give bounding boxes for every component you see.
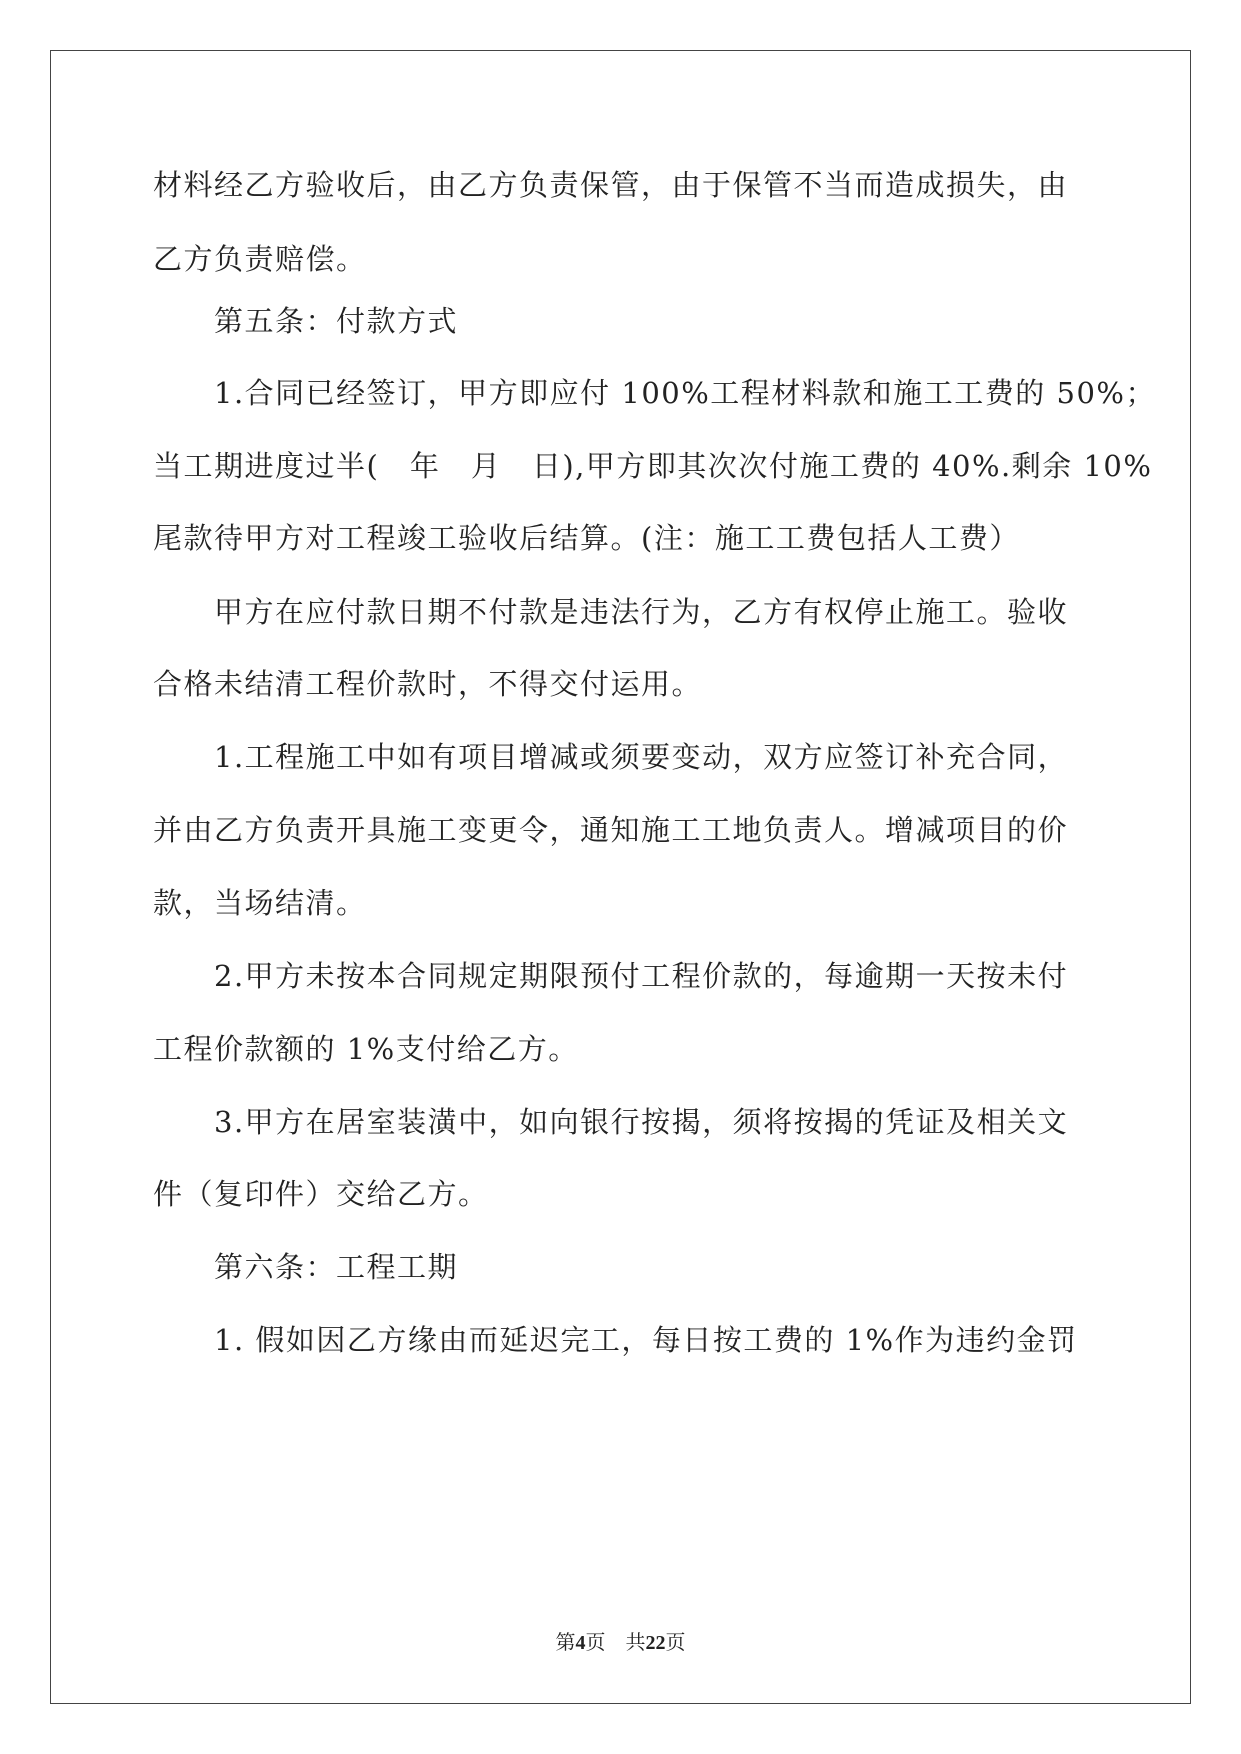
paragraph-line: 2.甲方未按本合同规定期限预付工程价款的，每逾期一天按未付 xyxy=(214,959,1069,993)
page-suffix: 页 xyxy=(585,1632,606,1654)
page-total: 22 xyxy=(645,1632,666,1654)
paragraph-line: 工程价款额的 1%支付给乙方。 xyxy=(153,1032,579,1066)
paragraph-line: 1. 假如因乙方缘由而延迟完工，每日按工费的 1%作为违约金罚 xyxy=(214,1323,1078,1357)
paragraph-line: 款，当场结清。 xyxy=(153,886,367,920)
page-current: 4 xyxy=(575,1632,586,1654)
paragraph-line: 甲方在应付款日期不付款是违法行为，乙方有权停止施工。验收 xyxy=(214,595,1069,629)
total-suffix: 页 xyxy=(665,1632,686,1654)
paragraph-line: 乙方负责赔偿。 xyxy=(153,242,367,276)
paragraph-line: 合格未结清工程价款时，不得交付运用。 xyxy=(153,667,703,701)
section-heading: 第五条：付款方式 xyxy=(214,304,459,338)
paragraph-line: 并由乙方负责开具施工变更令，通知施工工地负责人。增减项目的价 xyxy=(153,813,1069,847)
total-prefix: 共 xyxy=(625,1632,646,1654)
page-prefix: 第 xyxy=(555,1632,576,1654)
paragraph-line: 1.合同已经签订，甲方即应付 100%工程材料款和施工工费的 50%； xyxy=(214,376,1156,410)
paragraph-line: 材料经乙方验收后，由乙方负责保管，由于保管不当而造成损失，由 xyxy=(153,168,1069,202)
paragraph-line: 1.工程施工中如有项目增减或须要变动，双方应签订补充合同， xyxy=(214,740,1069,774)
page-number-footer xyxy=(0,1626,1241,1655)
paragraph-line: 尾款待甲方对工程竣工验收后结算。(注：施工工费包括人工费） xyxy=(153,521,1020,555)
paragraph-line: 当工期进度过半( 年 月 日),甲方即其次次付施工费的 40%.剩余 10% xyxy=(153,449,1153,483)
paragraph-line: 3.甲方在居室装潢中，如向银行按揭，须将按揭的凭证及相关文 xyxy=(214,1105,1069,1139)
page-border xyxy=(50,50,1191,1704)
paragraph-line: 件（复印件）交给乙方。 xyxy=(153,1177,489,1211)
section-heading: 第六条：工程工期 xyxy=(214,1250,459,1284)
